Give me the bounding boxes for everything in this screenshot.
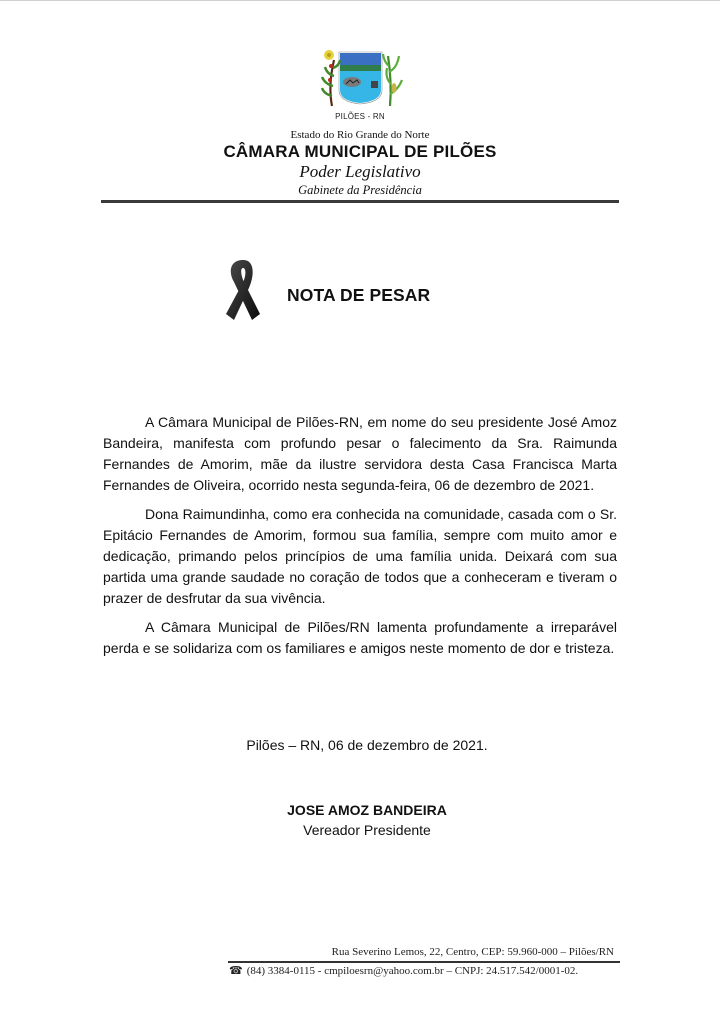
footer-divider (228, 961, 620, 963)
body-paragraph: A Câmara Municipal de Pilões/RN lamenta profundamente a irreparável perda e se solidariza com os familiares e amigos neste momento de dor e tristeza. (103, 619, 617, 656)
telephone-icon: ☎ (229, 965, 243, 977)
crest-emblem-icon (310, 46, 410, 112)
mourning-ribbon-icon (222, 256, 264, 326)
body-paragraph: A Câmara Municipal de Pilões-RN, em nome do seu presidente José Amoz Bandeira, manifesta com profundo pesar o falecimento da Sra. Raimunda Fernandes de Amorim, mãe da ilustre servidora desta Casa Francisca Marta Fernandes de Oliveira, ocorrido nesta segunda-feira, 06 de dezembro de 2021. (103, 414, 617, 493)
footer-address: Rua Severino Lemos, 22, Centro, CEP: 59.960-000 – Pilões/RN (331, 946, 614, 958)
document-title: NOTA DE PESAR (287, 285, 431, 305)
place-and-date: Pilões – RN, 06 de dezembro de 2021. (246, 737, 488, 753)
crest-label: PILÕES - RN (335, 112, 385, 121)
signer-name: JOSE AMOZ BANDEIRA (287, 802, 447, 818)
branch-subtitle: Poder Legislativo (299, 162, 421, 181)
footer-contact (229, 964, 578, 977)
header-divider (101, 200, 619, 203)
office-subtitle: Gabinete da Presidência (298, 183, 422, 197)
page-top-edge (0, 0, 720, 1)
footer-contact-text: (84) 3384-0115 - cmpiloesrn@yahoo.com.br – CNPJ: 24.517.542/0001-02. (246, 965, 579, 977)
state-line: Estado do Rio Grande do Norte (290, 129, 430, 141)
body-paragraph: Dona Raimundinha, como era conhecida na comunidade, casada com o Sr. Epitácio Fernandes de Amorim, formou sua família, sempre com muito amor e dedicação, primando pelos princípios de uma família unida. Deixará com sua partida uma grande saudade no coração de todos que a conheceram e tiveram o prazer de desfrutar da sua vivência. (103, 506, 617, 606)
signer-role: Vereador Presidente (303, 822, 431, 838)
organization-title: CÂMARA MUNICIPAL DE PILÕES (223, 142, 497, 161)
municipal-crest-logo (310, 46, 410, 126)
note-body (103, 412, 617, 667)
